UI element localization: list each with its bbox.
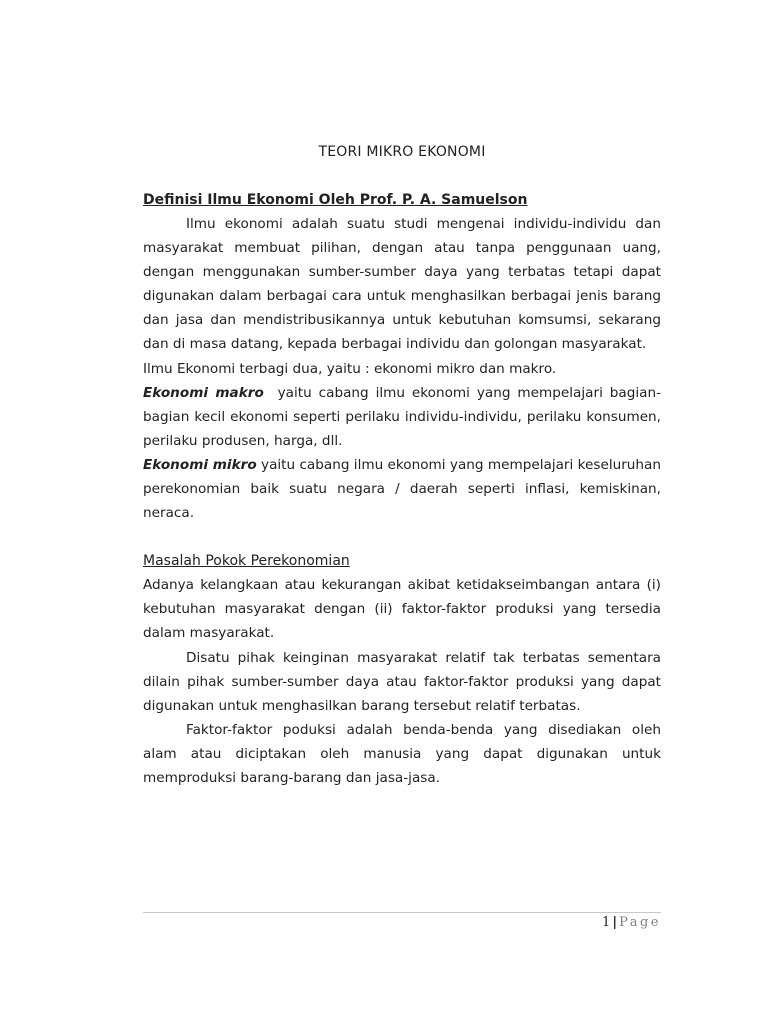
paragraph-macro [143, 381, 666, 453]
macro-definition: yaitu cabang ilmu ekonomi yang mempelajari bagian-bagian kecil ekonomi seperti perilaku individu-individu, perilaku konsumen, perilaku produsen, harga, dll. [143, 384, 666, 449]
page-label: Page [619, 915, 661, 930]
paragraph-division: Ilmu Ekonomi terbagi dua, yaitu : ekonomi mikro dan makro. [143, 360, 557, 377]
term-micro: Ekonomi mikro [143, 456, 257, 473]
paragraph-micro [143, 453, 666, 525]
paragraph-wants: Disatu pihak keinginan masyarakat relatif tak terbatas sementara dilain pihak sumber-sumber daya atau faktor-faktor produksi yang dapat digunakan untuk menghasilkan barang tersebut relatif terbatas. [143, 649, 661, 714]
paragraph-scarcity: Adanya kelangkaan atau kekurangan akibat ketidakseimbangan antara (i) kebutuhan masyarakat dengan (ii) faktor-faktor produksi yang tersedia dalam masyarakat. [143, 577, 661, 642]
paragraph-definition: Ilmu ekonomi adalah suatu studi mengenai individu-individu dan masyarakat membuat pilihan, dengan atau tanpa penggunaan uang, dengan menggunakan sumber-sumber daya yang terbatas tetapi dapat digunakan dalam berbagai cara untuk menghasilkan berbagai jenis barang dan jasa dan mendistribusikannya untuk kebutuhan komsumsi, sekarang dan di masa datang, kepada berbagai individu dan golongan masyarakat. [143, 216, 661, 353]
document-title: TEORI MIKRO EKONOMI [318, 144, 486, 160]
paragraph-factors: Faktor-faktor poduksi adalah benda-benda yang disediakan oleh alam atau diciptakan oleh manusia yang dapat digunakan untuk memproduksi barang-barang dan jasa-jasa. [143, 721, 661, 786]
micro-definition: yaitu cabang ilmu ekonomi yang mempelajari keseluruhan perekonomian baik suatu negara / daerah seperti inflasi, kemiskinan, neraca. [143, 456, 666, 522]
footer-separator: | [612, 915, 618, 930]
spacer [143, 525, 661, 549]
spacer [143, 164, 661, 188]
term-macro: Ekonomi makro [143, 384, 264, 401]
page-number: 1 [602, 915, 611, 930]
section-heading-problems: Masalah Pokok Perekonomian [143, 553, 350, 570]
page-content [143, 140, 666, 790]
page-footer [143, 913, 661, 933]
section-heading-definition: Definisi Ilmu Ekonomi Oleh Prof. P. A. Samuelson [143, 192, 528, 208]
